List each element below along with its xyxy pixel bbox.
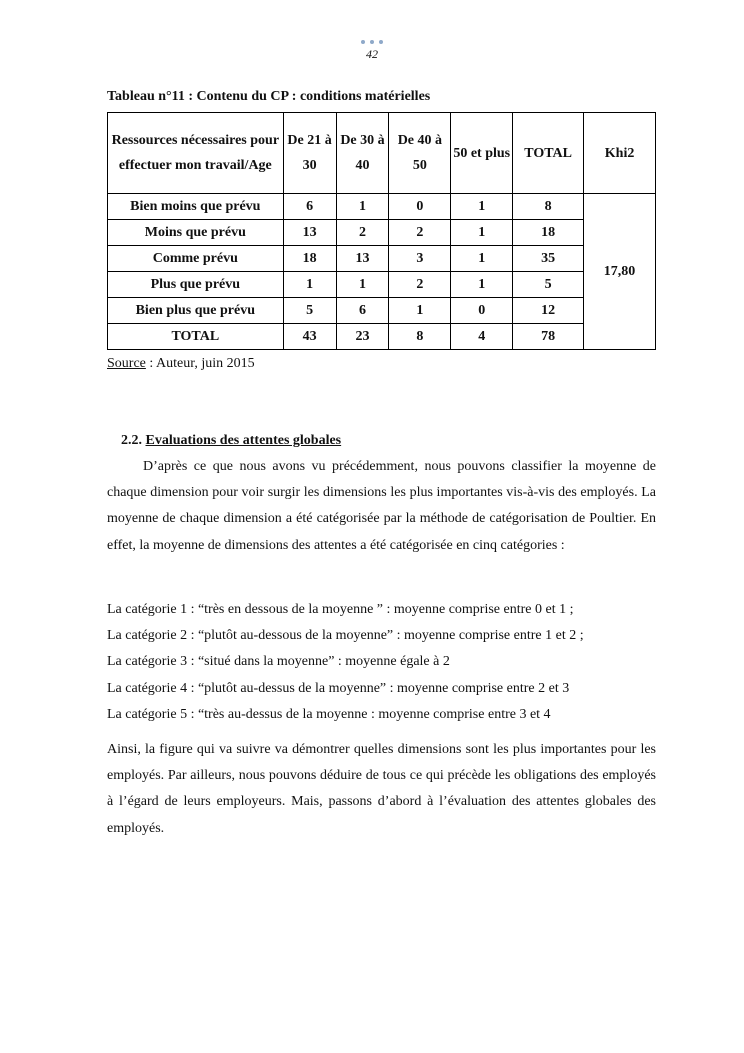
dots-ornament-icon: [0, 40, 744, 46]
table-cell: 8: [389, 324, 451, 350]
table-row: [108, 272, 656, 298]
table-cell: 78: [513, 324, 584, 350]
table-row: [108, 220, 656, 246]
table-cell: 43: [283, 324, 336, 350]
table-cell: 5: [513, 272, 584, 298]
table-cell: 1: [451, 194, 513, 220]
list-item: La catégorie 5 : “très au-dessus de la moyenne : moyenne comprise entre 3 et 4: [107, 706, 551, 722]
section-title: Evaluations des attentes globales: [145, 433, 342, 448]
table-cell: 2: [336, 220, 389, 246]
row-label: Plus que prévu: [108, 272, 284, 298]
category-list: [107, 597, 584, 728]
paragraph-intro: D’après ce que nous avons vu précédemment, nous pouvons classifier la moyenne de chaque dimension pour voir surgir les dimensions les plus importantes vis-à-vis des employés. La moyenne de chaque dimension a été catégorisée par la méthode de catégorisation de Poultier. En effet, la moyenne de dimensions des attentes a été catégorisée en cinq catégories :: [107, 459, 656, 553]
table-cell: 1: [451, 246, 513, 272]
table-title: Tableau n°11 : Contenu du CP : conditions matérielles: [107, 89, 431, 104]
table-cell: 12: [513, 298, 584, 324]
table-cell: 1: [451, 220, 513, 246]
table-cell: 2: [389, 220, 451, 246]
header-cell: De 40 à 50: [389, 113, 451, 194]
list-item: La catégorie 4 : “plutôt au-dessus de la moyenne” : moyenne comprise entre 2 et 3: [107, 680, 570, 696]
header-cell: Ressources nécessaires pour effectuer mon travail/Age: [108, 113, 284, 194]
row-label: TOTAL: [108, 324, 284, 350]
table-cell: 23: [336, 324, 389, 350]
table-cell: 2: [389, 272, 451, 298]
table-cell: 1: [336, 272, 389, 298]
table-cell: 13: [336, 246, 389, 272]
source-note: [107, 356, 255, 372]
header-cell: TOTAL: [513, 113, 584, 194]
row-label: Comme prévu: [108, 246, 284, 272]
table-cell: 0: [451, 298, 513, 324]
header-cell: De 30 à 40: [336, 113, 389, 194]
page-header: [0, 40, 744, 62]
list-item: La catégorie 3 : “situé dans la moyenne” : moyenne égale à 2: [107, 654, 450, 670]
table-cell: 4: [451, 324, 513, 350]
row-label: Bien plus que prévu: [108, 298, 284, 324]
table-cell: 1: [283, 272, 336, 298]
row-label: Moins que prévu: [108, 220, 284, 246]
table-total-row: [108, 324, 656, 350]
table-cell: 1: [451, 272, 513, 298]
table-cell: 1: [389, 298, 451, 324]
table-header-row: [108, 113, 656, 194]
table-row: [108, 194, 656, 220]
section-heading: [121, 433, 341, 449]
source-label: Source: [107, 356, 146, 371]
table-cell: 13: [283, 220, 336, 246]
header-cell: 50 et plus: [451, 113, 513, 194]
table-cell: 6: [336, 298, 389, 324]
table-cell: 0: [389, 194, 451, 220]
table-cell: 1: [336, 194, 389, 220]
table-row: [108, 298, 656, 324]
page-number: 42: [366, 47, 378, 61]
list-item: La catégorie 2 : “plutôt au-dessous de la moyenne” : moyenne comprise entre 1 et 2 ;: [107, 628, 584, 644]
table-cell: 18: [513, 220, 584, 246]
table-cell: 3: [389, 246, 451, 272]
table-cell: 18: [283, 246, 336, 272]
table-cell: 8: [513, 194, 584, 220]
khi2-value: 17,80: [584, 194, 656, 350]
section-number: 2.2.: [121, 433, 146, 448]
header-cell: De 21 à 30: [283, 113, 336, 194]
row-label: Bien moins que prévu: [108, 194, 284, 220]
table-cell: 35: [513, 246, 584, 272]
table-cell: 6: [283, 194, 336, 220]
header-cell: Khi2: [584, 113, 656, 194]
list-item: La catégorie 1 : “très en dessous de la moyenne ” : moyenne comprise entre 0 et 1 ;: [107, 602, 574, 617]
table-cell: 5: [283, 298, 336, 324]
source-text: : Auteur, juin 2015: [145, 356, 255, 371]
paragraph-conclusion: Ainsi, la figure qui va suivre va démontrer quelles dimensions sont les plus importantes pour les employés. Par ailleurs, nous pouvons déduire de tous ce qui précède les obligations des employés à l’égard de leurs employeurs. Mais, passons d’abord à l’évaluation des attentes globales des employés.: [107, 742, 656, 836]
data-table: [107, 112, 656, 350]
table-row: [108, 246, 656, 272]
